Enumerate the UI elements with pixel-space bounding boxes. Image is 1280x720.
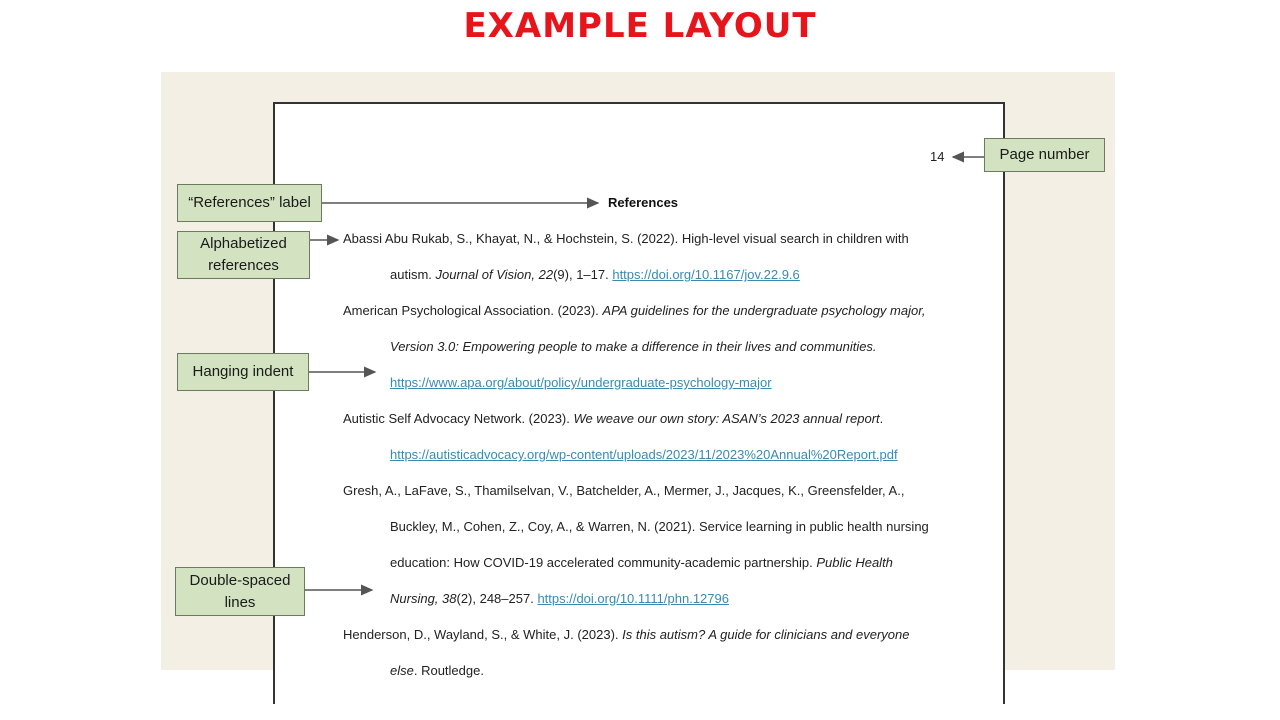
reference-4-line-4: Nursing, 38(2), 248–257. https://doi.org/10.1111/phn.12796 <box>390 591 729 606</box>
reference-4-line-1: Gresh, A., LaFave, S., Thamilselvan, V., Batchelder, A., Mermer, J., Jacques, K., Greensfelder, A., <box>343 483 905 498</box>
references-heading: References <box>607 195 679 210</box>
reference-2-line-3 <box>390 375 772 390</box>
callout-alphabetized-references: Alphabetized references <box>177 231 310 279</box>
reference-3-line-2 <box>390 447 898 462</box>
reference-1-line-1: Abassi Abu Rukab, S., Khayat, N., & Hochstein, S. (2022). High-level visual search in children with <box>343 231 909 246</box>
document-page <box>273 102 1005 704</box>
reference-4-line-3: education: How COVID-19 accelerated community-academic partnership. Public Health <box>390 555 893 570</box>
reference-1-line-2: autism. Journal of Vision, 22(9), 1–17. https://doi.org/10.1167/jov.22.9.6 <box>390 267 800 282</box>
slide-title: EXAMPLE LAYOUT <box>463 6 817 46</box>
reference-1-doi-link[interactable]: https://doi.org/10.1167/jov.22.9.6 <box>612 267 800 282</box>
reference-3-url-link[interactable]: https://autisticadvocacy.org/wp-content/uploads/2023/11/2023%20Annual%20Report.pdf <box>390 447 898 462</box>
reference-5-line-1: Henderson, D., Wayland, S., & White, J. (2023). Is this autism? A guide for clinicians and everyone <box>343 627 910 642</box>
callout-double-spaced-lines: Double-spaced lines <box>175 567 305 616</box>
callout-page-number: Page number <box>984 138 1105 172</box>
reference-2-line-1: American Psychological Association. (2023). APA guidelines for the undergraduate psychology major, <box>343 303 926 318</box>
callout-references-label: “References” label <box>177 184 322 222</box>
reference-3-line-1: Autistic Self Advocacy Network. (2023). We weave our own story: ASAN’s 2023 annual report. <box>343 411 884 426</box>
reference-5-line-2: else. Routledge. <box>390 663 484 678</box>
reference-4-doi-link[interactable]: https://doi.org/10.1111/phn.12796 <box>537 591 729 606</box>
reference-4-line-2: Buckley, M., Cohen, Z., Coy, A., & Warren, N. (2021). Service learning in public health nursing <box>390 519 929 534</box>
page-number: 14 <box>930 149 945 164</box>
reference-2-url-link[interactable]: https://www.apa.org/about/policy/undergraduate-psychology-major <box>390 375 772 390</box>
callout-hanging-indent: Hanging indent <box>177 353 309 391</box>
apa-reference-figure <box>161 72 1115 678</box>
reference-2-line-2: Version 3.0: Empowering people to make a difference in their lives and communities. <box>390 339 877 354</box>
